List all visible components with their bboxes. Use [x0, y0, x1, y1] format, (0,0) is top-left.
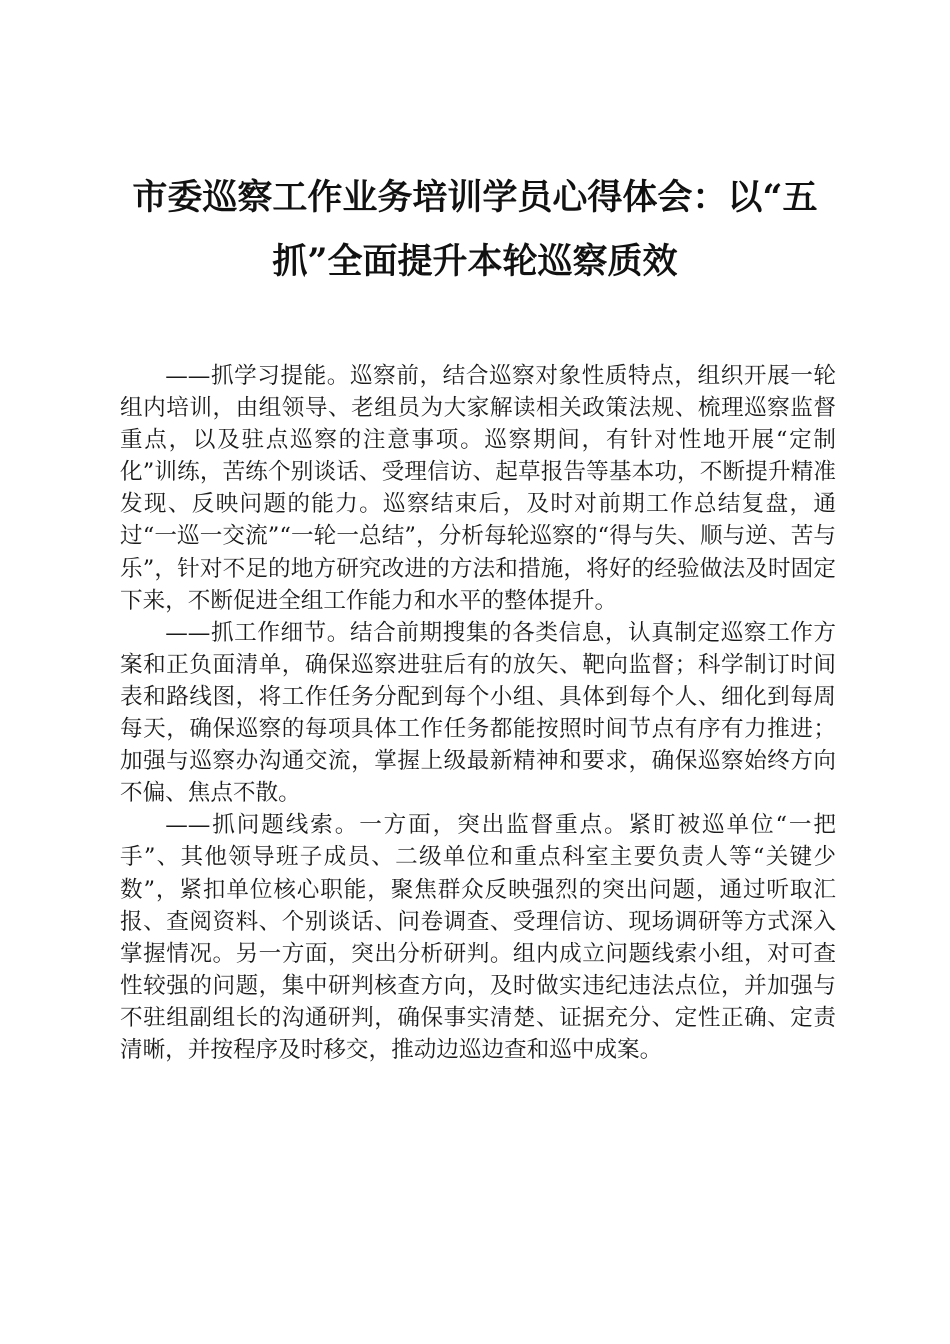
document-body — [120, 360, 836, 1066]
paragraph-details: ——抓工作细节。结合前期搜集的各类信息，认真制定巡察工作方案和正负面清单，确保巡察进驻后有的放矢、靶向监督；科学制订时间表和路线图，将工作任务分配到每个小组、具体到每个人、细化到每周每天，确保巡察的每项具体工作任务都能按照时间节点有序有力推进；加强与巡察办沟通交流，掌握上级最新精神和要求，确保巡察始终方向不偏、焦点不散。 — [120, 619, 836, 807]
paragraph-study: ——抓学习提能。巡察前，结合巡察对象性质特点，组织开展一轮组内培训，由组领导、老组员为大家解读相关政策法规、梳理巡察监督重点，以及驻点巡察的注意事项。巡察期间，有针对性地开展“定制化”训练，苦练个别谈话、受理信访、起草报告等基本功，不断提升精准发现、反映问题的能力。巡察结束后，及时对前期工作总结复盘，通过“一巡一交流”“一轮一总结”，分析每轮巡察的“得与失、顺与逆、苦与乐”，针对不足的地方研究改进的方法和措施，将好的经验做法及时固定下来，不断促进全组工作能力和水平的整体提升。 — [120, 363, 836, 614]
title-line-1: 市委巡察工作业务培训学员心得体会：以“五 — [132, 177, 818, 218]
document-title — [110, 166, 840, 294]
title-line-2: 抓”全面提升本轮巡察质效 — [272, 241, 678, 282]
paragraph-clues: ——抓问题线索。一方面，突出监督重点。紧盯被巡单位“一把手”、其他领导班子成员、二级单位和重点科室主要负责人等“关键少数”，紧扣单位核心职能，聚焦群众反映强烈的突出问题，通过听取汇报、查阅资料、个别谈话、问卷调查、受理信访、现场调研等方式深入掌握情况。另一方面，突出分析研判。组内成立问题线索小组，对可查性较强的问题，集中研判核查方向，及时做实违纪违法点位，并加强与不驻组副组长的沟通研判，确保事实清楚、证据充分、定性正确、定责清晰，并按程序及时移交，推动边巡边查和巡中成案。 — [120, 812, 836, 1063]
